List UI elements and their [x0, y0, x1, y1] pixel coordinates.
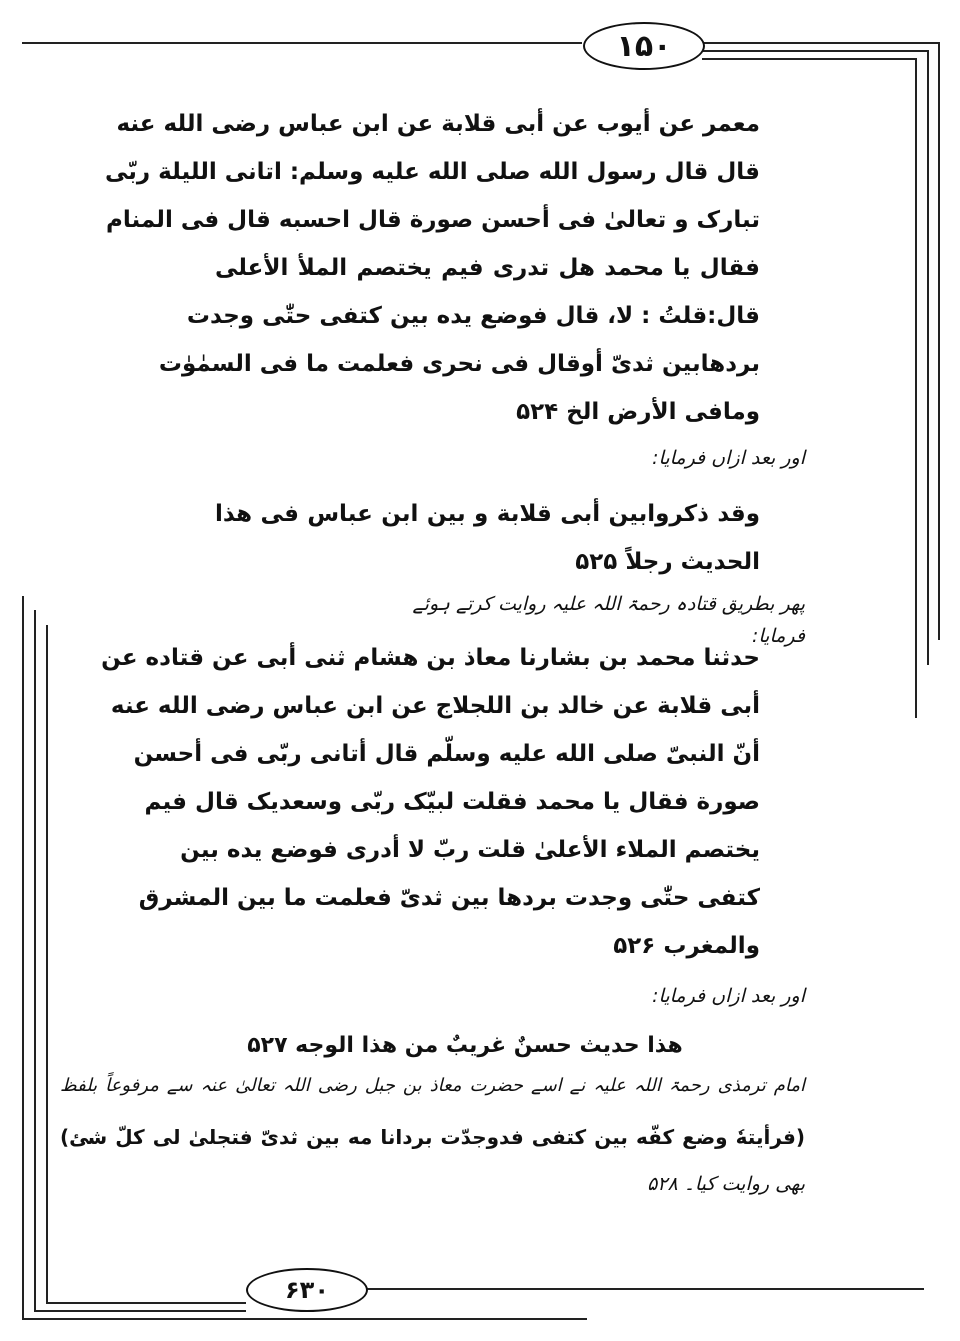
text-line: قال:قلتُ : لا، قال فوضع يده بين كتفى حتّٰى وجدت: [186, 303, 760, 329]
frame-bottom-rule-4: [364, 1288, 924, 1290]
text-line: والمغرب ۵۲۶: [613, 933, 760, 959]
text-line: أبى قلابة عن خالد بن اللجلاج عن ابن عباس رضى الله عنه: [110, 693, 760, 719]
page-number-top: ۱۵۰: [583, 22, 705, 70]
urdu-line-4: امام ترمذی رحمۃ اللہ علیہ نے اسے حضرت معاذ بن جبل رضی اللہ تعالیٰ عنہ سے مرفوعاً بلفظ: [60, 1075, 805, 1096]
frame-left-line-3: [46, 625, 48, 1302]
frame-bottom-rule-3: [46, 1302, 246, 1304]
frame-bottom-rule-1: [22, 1318, 587, 1320]
text-line: أنّ النبىّ صلى الله عليه وسلّم قال أتانى ربّى فى أحسن: [133, 741, 760, 767]
frame-right-line-3: [915, 58, 917, 718]
frame-top-rule-outer: [22, 42, 582, 44]
text-line: معمر عن أيوب عن أبى قلابة عن ابن عباس رضى الله عنه: [116, 111, 760, 137]
text-line: الحديث رجلاً ۵۲۵: [575, 549, 760, 575]
arabic-block-2: [215, 490, 760, 586]
text-line: صورة فقال يا محمد فقلت لبيّک ربّى وسعديک قال فيم: [144, 789, 760, 815]
arabic-block-1: [104, 100, 760, 436]
text-line: يختصم الملاء الأعلىٰ قلت ربّ لا أدرى فوضع يده بين: [180, 837, 760, 863]
text-line: تبارک و تعالىٰ فى أحسن صورة قال احسبه قال فى المنام: [106, 207, 760, 233]
urdu-line-1: اور بعد ازاں فرمایا:: [652, 447, 805, 469]
arabic-block-3: [101, 634, 760, 970]
frame-top-rule-inner2: [702, 58, 915, 60]
text-line: وقد ذكروابين أبى قلابة و بين ابن عباس فى هذا: [215, 501, 760, 527]
page-number-bottom: ۶۳۰: [246, 1268, 368, 1312]
frame-right-line-1: [938, 42, 940, 640]
arabic-block-5: (فرأيتهٗ وضع كفّه بين كتفى فدوجدّت بردانا مه بين ثدىّ فتجلىٰ لى كلّ شئ): [60, 1125, 805, 1149]
text-line: كتفى حتّٰى وجدت بردها بين ثدىّ فعلمت ما بين المشرق: [138, 885, 760, 911]
urdu-line-5: بھی روایت کیا۔ ۵۲۸: [647, 1173, 805, 1195]
frame-right-line-2: [927, 50, 929, 665]
urdu-line-3: اور بعد ازاں فرمایا:: [652, 985, 805, 1007]
text-line: قال قال رسول الله صلى الله عليه وسلم: اتانى الليلة ربّى: [104, 159, 760, 185]
frame-top-rule-outer-right: [702, 42, 938, 44]
frame-left-line-1: [22, 596, 24, 1318]
text-line: حدثنا محمد بن بشارنا معاذ بن هشام ثنى أبى عن قتاده عن: [101, 645, 760, 671]
arabic-block-4: هذا حديث حسنٌ غريبٌ من هذا الوجه ۵۲۷: [247, 1033, 683, 1058]
frame-top-rule-inner: [702, 50, 927, 52]
frame-left-line-2: [34, 610, 36, 1310]
urdu-line-2: پھر بطریق قتادہ رحمۃ اللہ علیہ روایت کرتے ہوئے فرمایا:: [412, 593, 805, 647]
text-line: فقال يا محمد هل تدرى فيم يختصم الملأ الأعلى: [215, 255, 760, 281]
text-line: ومافى الأرض الخ ۵۲۴: [516, 399, 760, 425]
frame-bottom-rule-2: [34, 1310, 246, 1312]
text-line: بردهابين ثدىّ أوقال فى نحرى فعلمت ما فى السمٰوٰت: [158, 351, 760, 377]
